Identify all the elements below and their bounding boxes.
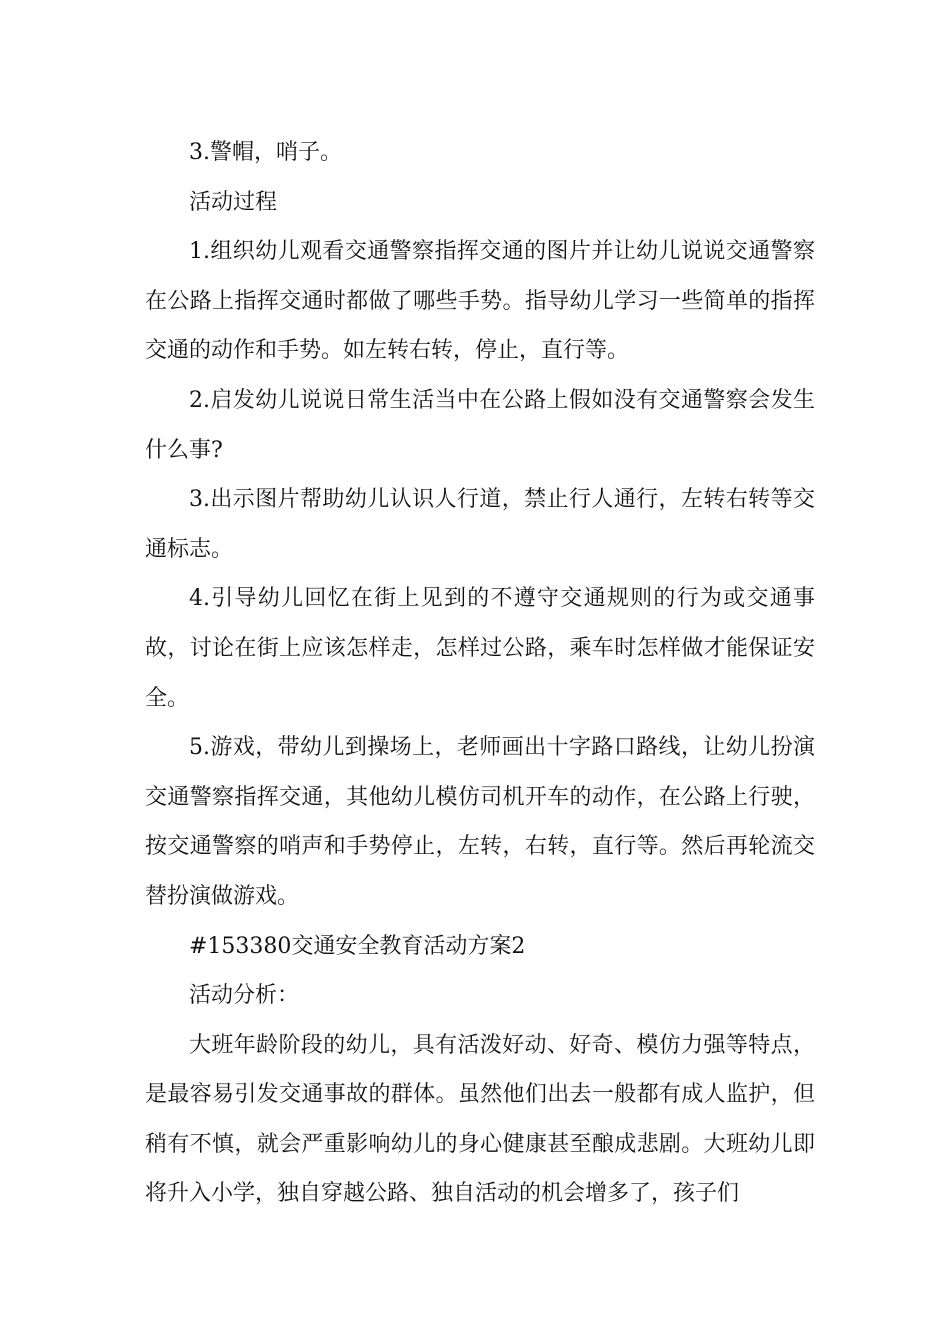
section-heading-activity-analysis: 活动分析： [189,983,300,1009]
paragraph-analysis: 大班年龄阶段的幼儿，具有活泼好动、好奇、模仿力强等特点，是最容易引发交通事故的群体。虽然他们出去一般都有成人监护，但稍有不慎，就会严重影响幼儿的身心健康甚至酿成悲剧。大班幼儿即将升入小学，独自穿越公路、独自活动的机会增多了，孩子们 [145,1032,815,1207]
paragraph-step-5: 5.游戏，带幼儿到操场上，老师画出十字路口路线，让幼儿扮演交通警察指挥交通，其他幼儿模仿司机开车的动作，在公路上行驶，按交通警察的哨声和手势停止，左转，右转，直行等。然后再轮流交替扮演做游戏。 [145,735,815,909]
paragraph-step-3: 3.出示图片帮助幼儿认识人行道，禁止行人通行，左转右转等交通标志。 [145,487,815,562]
paragraph-materials-item-3: 3.警帽，哨子。 [189,140,342,165]
plan-title-2: #153380交通安全教育活动方案2 [189,933,526,959]
section-heading-activity-process: 活动过程 [189,189,278,215]
document-body [145,128,815,1219]
paragraph-step-4: 4.引导幼儿回忆在街上见到的不遵守交通规则的行为或交通事故，讨论在街上应该怎样走，怎样过公路，乘车时怎样做才能保证安全。 [145,586,815,711]
paragraph-step-1: 1.组织幼儿观看交通警察指挥交通的图片并让幼儿说说交通警察在公路上指挥交通时都做了哪些手势。指导幼儿学习一些简单的指挥交通的动作和手势。如左转右转，停止，直行等。 [145,239,815,364]
paragraph-step-2: 2.启发幼儿说说日常生活当中在公路上假如没有交通警察会发生什么事? [145,387,815,463]
